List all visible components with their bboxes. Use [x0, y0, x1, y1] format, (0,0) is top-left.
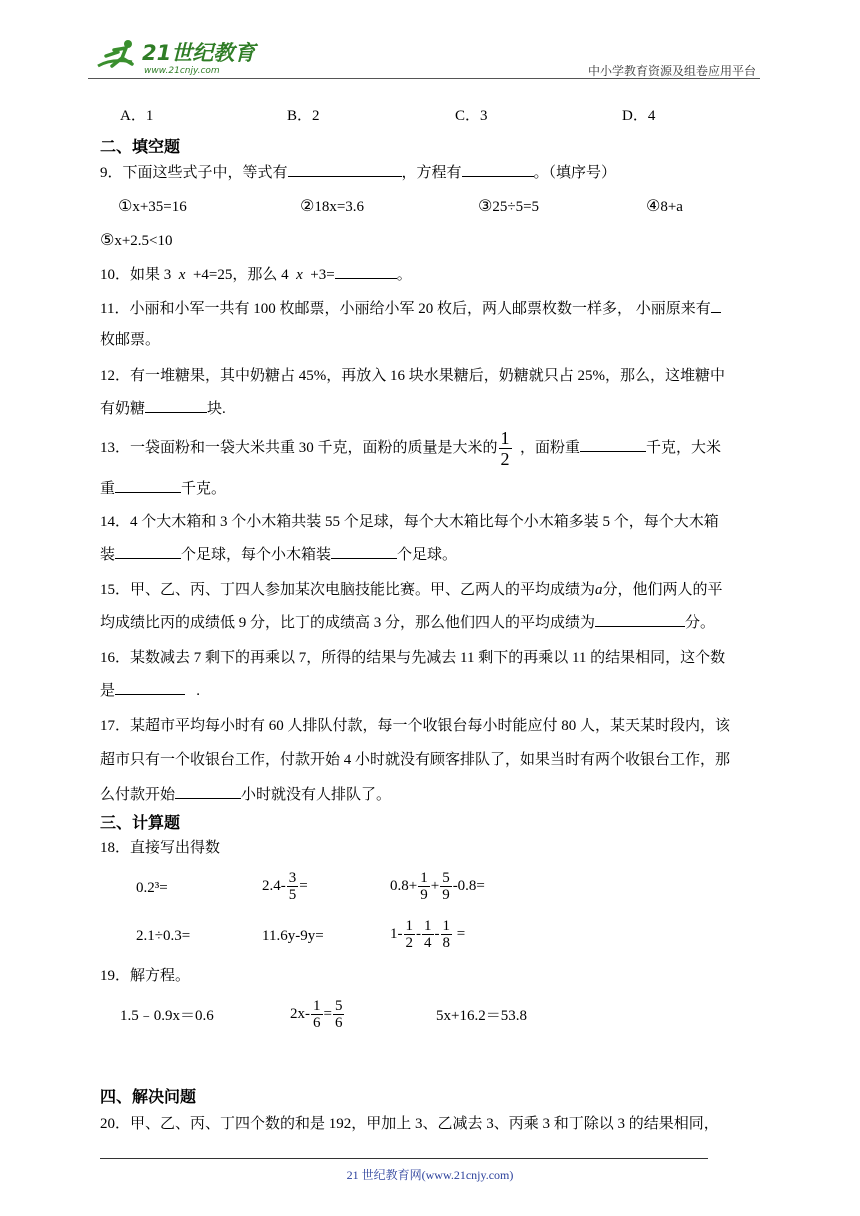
numerator: 1 [405, 918, 413, 935]
header-divider [88, 78, 760, 79]
q9-stem: 9．下面这些式子中，等式有 [100, 165, 288, 181]
fraction [440, 870, 452, 903]
fraction [333, 998, 345, 1031]
numerator: 1 [442, 918, 450, 935]
answer-blank[interactable] [145, 398, 207, 413]
fraction [422, 918, 434, 951]
q17-line2: 超市只有一个收银台工作，付款开始 4 小时就没有顾客排队了，如果当时有两个收银台工作，那 [100, 752, 731, 768]
variable-a: a [595, 582, 603, 598]
q9-stem-b: ，方程有 [401, 165, 462, 181]
q14-text-b: 个足球，每个小木箱装 [181, 547, 332, 563]
denominator: 2 [500, 449, 510, 470]
expr-text: 2x- [290, 1006, 310, 1022]
answer-blank[interactable] [288, 162, 402, 177]
q12-text: 有奶糖 [100, 401, 146, 417]
q15-text: 15．甲、乙、丙、丁四人参加某次电脑技能比赛。甲、乙两人的平均成绩为 [100, 582, 596, 598]
answer-blank[interactable] [595, 612, 685, 627]
expr-text-b: -0.8= [452, 878, 485, 894]
circled-number-5: ⑤ [100, 230, 115, 249]
question-9 [100, 162, 616, 183]
variable-x: x [296, 267, 303, 283]
q15-text-c: 均成绩比丙的成绩低 9 分，比丁的成绩高 3 分，那么他们四人的平均成绩为 [100, 615, 596, 631]
footer-text: 21 世纪教育网(www.21cnjy.com) [346, 1168, 514, 1182]
q10-text-c: +3= [310, 267, 335, 283]
q14-text: 装 [100, 547, 116, 563]
equals-sign: = [323, 1006, 332, 1022]
circled-number-2: ② [300, 196, 315, 215]
q13-text-b: ，面粉重 [520, 440, 581, 456]
question-13 [100, 428, 721, 469]
q11-line1: 11．小丽和小军一共有 100 枚邮票，小丽给小军 20 枚后，两人邮票枚数一样多， 小丽原来有 [100, 301, 711, 317]
expr-equals: = [299, 878, 308, 894]
question-20: 20．甲、乙、丙、丁四个数的和是 192，甲加上 3、乙减去 3、丙乘 3 和丁除以 3 的结果相同， [100, 1116, 719, 1132]
answer-blank[interactable] [335, 264, 397, 279]
q15-line2 [100, 612, 715, 633]
answer-blank[interactable] [115, 680, 185, 695]
choice-d: D．4 [622, 108, 656, 124]
plus-sign: + [430, 878, 440, 894]
denominator: 9 [420, 887, 428, 904]
q9-option-text: x+2.5<10 [114, 233, 173, 249]
numerator: 5 [442, 870, 450, 887]
q9-stem-c: 。（填序号） [533, 165, 617, 181]
equation-1: 1.5﹣0.9x＝0.6 [120, 1008, 214, 1024]
svg-text:21世纪教育: 21世纪教育 [142, 41, 256, 65]
q12-text-b: 块. [207, 401, 226, 417]
answer-blank[interactable] [175, 784, 241, 799]
question-15 [100, 580, 723, 600]
q13-text-e: 千克。 [181, 481, 227, 497]
expr-equals: = [456, 926, 466, 942]
question-18: 18．直接写出得数 [100, 840, 221, 856]
numerator: 1 [424, 918, 432, 935]
numerator: 5 [334, 998, 343, 1015]
q9-option-text: x+35=16 [132, 199, 187, 215]
q15-text-d: 分。 [685, 615, 716, 631]
circled-number-1: ① [118, 196, 133, 215]
numerator: 3 [288, 870, 297, 887]
question-12: 12．有一堆糖果，其中奶糖占 45%，再放入 16 块水果糖后，奶糖就只占 25%，那么，这堆糖中 [100, 368, 725, 384]
fraction [287, 870, 299, 903]
expr-fraction-chain [390, 914, 465, 954]
denominator: 4 [424, 935, 432, 952]
q16-text: 是 [100, 683, 116, 699]
runner-logo-icon [92, 36, 262, 78]
question-17: 17．某超市平均每小时有 60 人排队付款，每一个收银台每小时能应付 80 人，某天某时段内，该 [100, 718, 731, 734]
denominator: 6 [334, 1015, 343, 1032]
expr-text: 1- [390, 926, 403, 942]
numerator: 1 [420, 870, 428, 887]
question-19: 19．解方程。 [100, 968, 191, 984]
q16-line2 [100, 680, 200, 701]
q17-text: 么付款开始 [100, 787, 176, 803]
question-11 [100, 298, 721, 319]
numerator: 1 [500, 428, 510, 449]
q15-text-b: 分，他们两人的平 [602, 582, 723, 598]
expr-fraction-sum [390, 866, 485, 906]
question-16: 16．某数减去 7 剩下的再乘以 7，所得的结果与先减去 11 剩下的再乘以 11 的结果相同，这个数 [100, 650, 726, 666]
answer-blank[interactable] [580, 437, 646, 452]
q9-option-text: 8+a [660, 199, 683, 215]
denominator: 6 [313, 1015, 321, 1032]
equation-3: 5x+16.2＝53.8 [436, 1008, 527, 1024]
section-title-problem-solving: 四、解决问题 [100, 1087, 197, 1106]
denominator: 5 [288, 887, 297, 904]
footer-divider [100, 1158, 708, 1159]
answer-blank[interactable] [115, 544, 181, 559]
expr-algebra: 11.6y-9y= [262, 928, 324, 944]
q17-text-b: 小时就没有人排队了。 [241, 787, 392, 803]
expr-fraction-subtract [262, 866, 308, 906]
expr-text: 2.4- [262, 878, 286, 894]
q10-text: 10．如果 3 [100, 267, 172, 283]
site-logo [92, 36, 262, 78]
answer-blank[interactable] [331, 544, 397, 559]
expr-power: 0.2³= [136, 880, 168, 896]
q14-text-c: 个足球。 [397, 547, 458, 563]
q9-option-text: 25÷5=5 [492, 199, 540, 215]
q9-option-3 [478, 196, 539, 217]
choice-a: A．1 [120, 108, 154, 124]
expr-text: 0.8+ [390, 878, 418, 894]
platform-name: 中小学教育资源及组卷应用平台 [587, 64, 756, 78]
q13-line2 [100, 478, 226, 499]
answer-blank[interactable] [462, 162, 534, 177]
q14-line2 [100, 544, 457, 565]
q10-text-d: 。 [396, 267, 412, 283]
minus-sign: - [416, 926, 421, 942]
equation-2 [290, 994, 345, 1034]
q9-option-5 [100, 230, 173, 251]
section-title-fill-in: 二、填空题 [100, 137, 181, 156]
expr-division: 2.1÷0.3= [136, 928, 191, 944]
fraction [418, 870, 430, 903]
answer-blank[interactable] [115, 478, 181, 493]
question-14: 14．4 个大木箱和 3 个小木箱共装 55 个足球，每个大木箱比每个小木箱多装 5 个，每个大木箱 [100, 514, 719, 530]
denominator: 8 [442, 935, 450, 952]
q9-option-1 [118, 196, 187, 217]
q9-option-2 [300, 196, 364, 217]
fraction [311, 998, 323, 1031]
q9-option-4 [646, 196, 683, 217]
q13-text-d: 重 [100, 481, 116, 497]
variable-x: x [178, 267, 186, 283]
choice-b: B．2 [287, 108, 320, 124]
choice-c: C．3 [455, 108, 488, 124]
denominator: 2 [405, 935, 413, 952]
circled-number-3: ③ [478, 196, 493, 215]
minus-sign: - [434, 926, 440, 942]
question-10 [100, 264, 412, 285]
section-title-calculation: 三、计算题 [100, 813, 181, 832]
q13-text-c: 千克，大米 [646, 440, 722, 456]
q10-text-b: +4=25，那么 4 [192, 267, 289, 283]
numerator: 1 [313, 998, 321, 1015]
q17-line3 [100, 784, 391, 805]
q11-line2: 枚邮票。 [100, 332, 161, 348]
q9-option-text: 18x=3.6 [314, 199, 365, 215]
fraction [441, 918, 453, 951]
svg-text:www.21cnjy.com: www.21cnjy.com [144, 66, 220, 76]
q12-line2 [100, 398, 226, 419]
q13-text: 13．一袋面粉和一袋大米共重 30 千克，面粉的质量是大米的 [100, 440, 498, 456]
circled-number-4: ④ [646, 196, 661, 215]
answer-blank[interactable] [711, 298, 721, 313]
q16-text-b: . [196, 683, 201, 699]
denominator: 9 [442, 887, 450, 904]
fraction [499, 428, 512, 469]
fraction [404, 918, 416, 951]
